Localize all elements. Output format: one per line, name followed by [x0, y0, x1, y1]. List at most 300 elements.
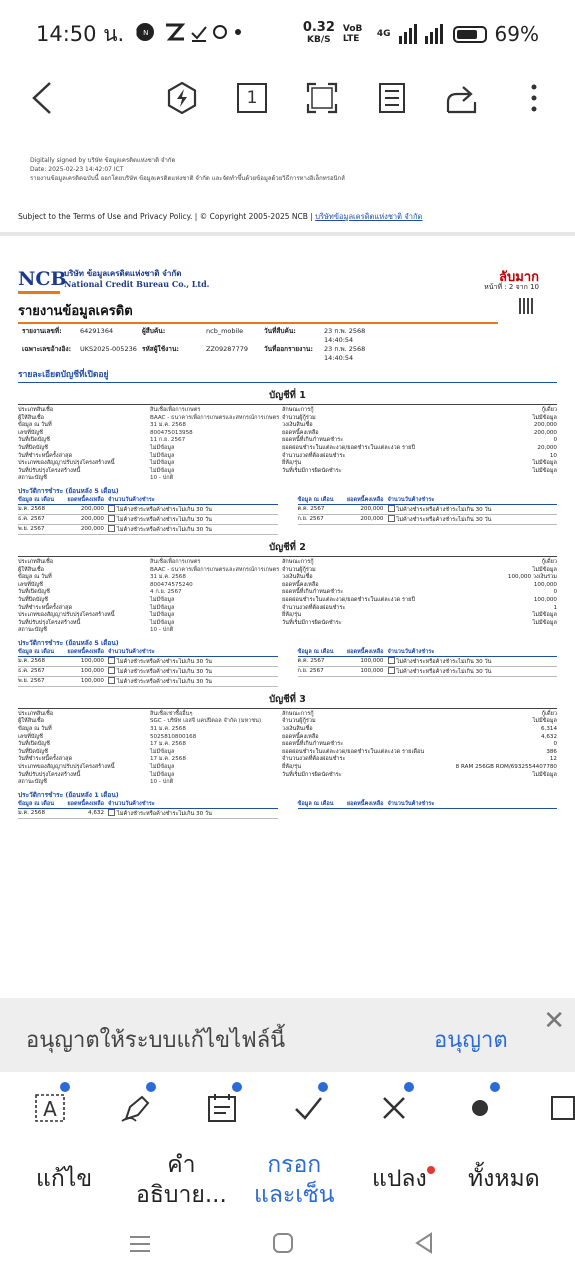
- field-label: วันที่ชำระหนี้ครั้งล่าสุด: [18, 452, 73, 459]
- history-row: [18, 515, 278, 525]
- cross-icon: [379, 1093, 409, 1123]
- history-title: ประวัติการชำระ (ย้อนหลัง 5 เดือน): [18, 638, 119, 647]
- field-value: 100,000: [533, 596, 557, 603]
- meta-label: วันที่สืบค้น:: [264, 327, 296, 335]
- ncb-logo: NCB: [18, 268, 67, 290]
- history-header-cell: จำนวนวันค้างชำระ: [387, 800, 435, 807]
- field-label: วันที่เปิดบัญชี: [18, 741, 50, 748]
- history-cell: ไม่ค้างชำระหรือค้างชำระไม่เกิน 30 วัน: [388, 657, 558, 666]
- history-header-cell: ยอดหนี้คงเหลือ: [346, 496, 384, 503]
- share-icon: [445, 82, 479, 114]
- tab-comment-line2: อธิบาย...: [136, 1182, 227, 1208]
- field-label: ยอดหนี้ที่เกินกำหนดชำระ: [282, 589, 344, 596]
- history-cell: ไม่ค้างชำระหรือค้างชำระไม่เกิน 30 วัน: [388, 515, 558, 524]
- meta-label: รายงานเลขที่:: [22, 327, 62, 335]
- field-label: ผู้ให้สินเชื่อ: [18, 566, 45, 573]
- history-cell: ไม่ค้างชำระหรือค้างชำระไม่เกิน 30 วัน: [108, 505, 278, 514]
- field-label: ลักษณะการกู้: [282, 558, 314, 565]
- home-icon[interactable]: [272, 1232, 294, 1254]
- ai-badge-icon: [488, 1080, 502, 1094]
- field-label: วันที่ปิดบัญชี: [18, 596, 48, 603]
- history-header-cell: ยอดหนี้คงเหลือ: [67, 496, 104, 503]
- annotation-tools: [0, 1072, 575, 1144]
- field-value: ไม่มีข้อมูล: [532, 460, 557, 467]
- form-tool-button[interactable]: [202, 1088, 242, 1128]
- field-value: 31 ม.ค. 2568: [150, 574, 186, 581]
- history-cell: ไม่ค้างชำระหรือค้างชำระไม่เกิน 30 วัน: [388, 505, 558, 514]
- tab-fill-line2: และเซ็น: [254, 1182, 335, 1208]
- history-row: [18, 505, 278, 515]
- history-header-cell: ข้อมูล ณ เดือน: [18, 648, 55, 655]
- history-row: [18, 677, 278, 687]
- history-cell: 4,632: [87, 809, 104, 816]
- field-label: ยอดผ่อนชำระในแต่ละงวด/ยอดชำระในแต่ละงวด รายปี: [282, 444, 415, 451]
- meta-label: เฉพาะเลขอ้างอิง:: [22, 345, 72, 353]
- field-label: ข้อมูล ณ วันที่: [18, 574, 52, 581]
- field-label: สถานะบัญชี: [18, 779, 47, 786]
- field-label: เลขที่บัญชี: [18, 429, 43, 436]
- fullscreen-button[interactable]: [302, 78, 342, 118]
- field-label: ข้อมูล ณ วันที่: [18, 422, 52, 429]
- history-cell: ธ.ค. 2567: [18, 667, 45, 674]
- pen-tool-button[interactable]: [116, 1088, 156, 1128]
- report-title: รายงานข้อมูลเครดิต: [18, 304, 133, 319]
- field-label: จำนวนงวดที่ต้องผ่อนชำระ: [282, 756, 346, 763]
- field-value: BAAC - ธนาคารเพื่อการเกษตรและสหกรณ์การเกษตร: [150, 414, 280, 421]
- history-header-cell: จำนวนวันค้างชำระ: [108, 800, 155, 807]
- field-value: 800475013958: [150, 429, 193, 436]
- field-label: ยอดหนี้คงเหลือ: [282, 581, 319, 588]
- field-value: ไม่มีข้อมูล: [150, 596, 175, 603]
- field-value: 31 ม.ค. 2568: [150, 726, 186, 733]
- company-name-th: บริษัท ข้อมูลเครดิตแห่งชาติ จำกัด: [64, 268, 182, 278]
- history-cell: ม.ค. 2568: [18, 657, 45, 664]
- svg-text:LINE: LINE: [125, 28, 166, 37]
- ai-tools-button[interactable]: [162, 78, 202, 118]
- field-value: [432, 779, 557, 787]
- text-tool-button[interactable]: [30, 1088, 70, 1128]
- field-value: 4,632: [540, 733, 557, 740]
- payment-history: [18, 648, 557, 687]
- meta-value: UKS2025-005236: [80, 345, 137, 353]
- speed-value: 0.32: [302, 20, 335, 35]
- history-row: [298, 657, 558, 667]
- field-value: 10 - ปกติ: [150, 475, 174, 482]
- history-row: [298, 667, 558, 677]
- tab-convert-label: แปลง: [372, 1166, 427, 1192]
- confidential-label: ลับมาก: [499, 270, 539, 285]
- history-cell: 200,000: [80, 505, 104, 512]
- viewer-toolbar: [0, 68, 575, 126]
- field-label: ยี่ห้อ/รุ่น: [282, 764, 302, 771]
- history-header-row: [298, 648, 558, 657]
- field-label: ยอดหนี้คงเหลือ: [282, 733, 319, 740]
- field-value: ไม่มีข้อมูล: [150, 612, 175, 619]
- text-box-icon: [34, 1093, 66, 1123]
- field-label: วันที่เปิดบัญชี: [18, 589, 50, 596]
- field-label: จำนวนผู้กู้ร่วม: [282, 566, 316, 573]
- history-cell: ก.ย. 2567: [297, 515, 324, 522]
- tab-fill-line1: กรอก: [267, 1152, 322, 1178]
- field-value: 17 ม.ค. 2568: [150, 756, 186, 763]
- field-value: ไม่มีข้อมูล: [532, 612, 557, 619]
- field-value: 12: [549, 756, 557, 763]
- signature-note: รายงานข้อมูลเครดิตฉบับนี้ ออกโดยบริษัท ข้อมูลเครดิตแห่งชาติ จำกัด และจัดทำขึ้นด้วยข้อมูลด้วยวิธีการทางอิเล็กทรอนิกส์: [30, 175, 345, 182]
- terms-text: Subject to the Terms of Use and Privacy Policy. | © Copyright 2005-2025 NCB |: [18, 212, 313, 221]
- account-details: [18, 559, 557, 635]
- qr-code-icon: [519, 298, 535, 314]
- ai-badge-icon: [402, 1080, 416, 1094]
- field-value: สินเชื่อเช่าซื้ออื่นๆ: [150, 710, 193, 717]
- field-label: ประเภทของสัญญาปรับปรุงโครงสร้างหนี้: [18, 460, 115, 467]
- history-column: [298, 496, 558, 535]
- history-cell: ก.ย. 2567: [297, 667, 324, 674]
- signature-date: Date: 2025-02-23 14:42:07 ICT: [30, 166, 124, 173]
- document-icon: [377, 82, 407, 114]
- field-value: 10 - ปกติ: [150, 779, 174, 786]
- report-meta: [18, 327, 557, 363]
- pen-icon: [120, 1093, 152, 1123]
- history-header-row: [298, 496, 558, 505]
- field-label: [282, 475, 432, 483]
- field-value: ไม่มีข้อมูล: [532, 718, 557, 725]
- history-row: [18, 525, 278, 535]
- speed-unit: KB/S: [307, 35, 331, 45]
- battery-percent: 69%: [494, 22, 539, 46]
- field-label: ประเภทสินเชื่อ: [18, 407, 54, 413]
- network-speed: [303, 22, 335, 46]
- field-value: ไม่มีข้อมูล: [150, 444, 175, 451]
- field-label: ลักษณะการกู้: [282, 710, 314, 717]
- field-label: ข้อมูล ณ วันที่: [18, 726, 52, 733]
- history-cell: 200,000: [80, 515, 104, 522]
- ai-badge-icon: [230, 1080, 244, 1094]
- history-cell: ม.ค. 2568: [18, 505, 45, 512]
- ai-badge-icon: [58, 1080, 72, 1094]
- field-label: ยี่ห้อ/รุ่น: [282, 460, 302, 467]
- field-label: วันที่ชำระหนี้ครั้งล่าสุด: [18, 604, 73, 611]
- history-column: [18, 648, 278, 687]
- field-label: วงเงินสินเชื่อ: [282, 726, 313, 733]
- tab-comment-line1: คำ: [167, 1152, 196, 1178]
- tab-edit[interactable]: แก้ไข: [36, 1166, 93, 1192]
- history-title: ประวัติการชำระ (ย้อนหลัง 5 เดือน): [18, 486, 119, 495]
- history-header-cell: ข้อมูล ณ เดือน: [297, 496, 334, 503]
- history-header-cell: จำนวนวันค้างชำระ: [108, 648, 155, 655]
- mode-tabs: [0, 1144, 575, 1216]
- history-cell: ไม่ค้างชำระหรือค้างชำระไม่เกิน 30 วัน: [108, 525, 278, 534]
- system-nav-bar: [0, 1216, 575, 1280]
- history-cell: ม.ค. 2568: [18, 809, 45, 816]
- field-value: ไม่มีข้อมูล: [150, 460, 175, 467]
- edit-permission-banner: [0, 998, 575, 1072]
- history-header-row: [298, 800, 558, 809]
- report-header: [18, 266, 557, 296]
- close-icon[interactable]: ✕: [543, 1006, 565, 1036]
- field-value: 10 - ปกติ: [150, 627, 174, 634]
- field-label: จำนวนผู้กู้ร่วม: [282, 414, 316, 421]
- field-label: ผู้ให้สินเชื่อ: [18, 414, 45, 421]
- field-label: จำนวนงวดที่ต้องผ่อนชำระ: [282, 452, 346, 459]
- field-value: ไม่มีข้อมูล: [150, 771, 175, 778]
- field-label: [282, 779, 432, 787]
- field-value: ไม่มีข้อมูล: [150, 764, 175, 771]
- field-value: 8 RAM 256GB ROM/6932554407780: [455, 764, 557, 771]
- tab-comment[interactable]: [136, 1150, 227, 1210]
- field-value: สินเชื่อเพื่อการเกษตร: [150, 407, 201, 413]
- field-label: ยอดผ่อนชำระในแต่ละงวด/ยอดชำระในแต่ละงวด รายเดือน: [282, 748, 425, 755]
- terms-link[interactable]: บริษัทข้อมูลเครดิตแห่งชาติ จำกัด: [315, 212, 423, 221]
- field-value: 200,000: [533, 429, 557, 436]
- pdf-page-1: [0, 136, 575, 232]
- field-label: วันที่เริ่มมีการผิดนัดชำระ: [282, 619, 342, 626]
- meta-label: รหัสผู้ใช้งาน:: [142, 345, 180, 353]
- history-header-cell: ยอดหนี้คงเหลือ: [346, 800, 384, 807]
- field-value: 11 ก.ย. 2567: [150, 437, 186, 444]
- payment-history: [18, 496, 557, 535]
- history-cell: ต.ค. 2567: [297, 657, 325, 664]
- field-label: ยอดหนี้ที่เกินกำหนดชำระ: [282, 437, 344, 444]
- meta-label: ผู้สืบค้น:: [142, 327, 166, 335]
- network-type: 4G: [376, 29, 391, 39]
- history-row: [18, 657, 278, 667]
- allow-button[interactable]: อนุญาต: [434, 1028, 508, 1053]
- meta-value: 23 ก.พ. 2568 14:40:54: [324, 327, 366, 344]
- field-value: ไม่มีข้อมูล: [532, 619, 557, 626]
- history-header-cell: ยอดหนี้คงเหลือ: [67, 800, 104, 807]
- field-value: 0: [553, 589, 557, 596]
- field-value: 100,000 วงเงินร่วม: [507, 574, 557, 581]
- field-value: สินเชื่อเพื่อการเกษตร: [150, 558, 201, 565]
- field-value: กู้เดี่ยว: [541, 407, 557, 413]
- notification-dot: [427, 1166, 435, 1174]
- field-label: วันที่เปิดบัญชี: [18, 437, 50, 444]
- history-cell: ต.ค. 2567: [297, 505, 325, 512]
- history-header-row: [18, 496, 278, 505]
- meta-value: 23 ก.พ. 2568 14:40:54: [324, 345, 366, 362]
- status-time: 14:50 น.: [36, 21, 125, 46]
- field-value: 0: [553, 741, 557, 748]
- field-value: 0: [553, 437, 557, 444]
- meta-value: ncb_mobile: [206, 327, 244, 335]
- field-value: ไม่มีข้อมูล: [532, 566, 557, 573]
- history-column: [298, 800, 558, 819]
- dot-icon: [468, 1096, 492, 1120]
- field-value: 386: [546, 748, 557, 755]
- document-viewport[interactable]: [0, 136, 575, 998]
- field-label: วันที่ปรับปรุงโครงสร้างหนี้: [18, 467, 81, 474]
- title-divider: [18, 322, 498, 324]
- signature-line: Digitally signed by บริษัท ข้อมูลเครดิตแห่งชาติ จำกัด: [30, 157, 176, 164]
- field-value: ไม่มีข้อมูล: [532, 771, 557, 778]
- history-header-cell: ข้อมูล ณ เดือน: [297, 648, 334, 655]
- field-value: 31 ม.ค. 2568: [150, 422, 186, 429]
- account-heading: บัญชีที่ 2: [18, 540, 557, 557]
- field-label: เลขที่บัญชี: [18, 581, 43, 588]
- permission-message: อนุญาตให้ระบบแก้ไขไฟล์นี้: [26, 1028, 286, 1053]
- history-header-cell: จำนวนวันค้างชำระ: [387, 648, 435, 655]
- field-label: วันที่ปิดบัญชี: [18, 444, 48, 451]
- battery-icon: [453, 26, 487, 43]
- history-header-cell: ยอดหนี้คงเหลือ: [346, 648, 384, 655]
- field-value: ไม่มีข้อมูล: [150, 748, 175, 755]
- field-label: วงเงินสินเชื่อ: [282, 422, 313, 429]
- history-cell: 200,000: [360, 505, 384, 512]
- history-cell: ไม่ค้างชำระหรือค้างชำระไม่เกิน 30 วัน: [108, 657, 278, 666]
- history-title: ประวัติการชำระ (ย้อนหลัง 1 เดือน): [18, 790, 119, 799]
- kebab-menu-icon: [529, 82, 539, 114]
- history-header-row: [18, 800, 278, 809]
- field-value: กู้เดี่ยว: [541, 558, 557, 565]
- more-options-button[interactable]: [514, 78, 554, 118]
- ai-badge-icon: [316, 1080, 330, 1094]
- history-header-cell: จำนวนวันค้างชำระ: [387, 496, 435, 503]
- field-label: วันที่ปิดบัญชี: [18, 748, 48, 755]
- rectangle-icon: [544, 1093, 574, 1123]
- history-header-cell: ยอดหนี้คงเหลือ: [67, 648, 104, 655]
- field-value: 800474575240: [150, 581, 193, 588]
- field-value: ไม่มีข้อมูล: [150, 452, 175, 459]
- field-value: 10: [549, 452, 557, 459]
- account-details: [18, 711, 557, 787]
- payment-history: [18, 800, 557, 819]
- recent-apps-icon[interactable]: [128, 1234, 152, 1254]
- app-notification-icons: [125, 21, 244, 43]
- history-cell: พ.ย. 2567: [18, 525, 45, 532]
- history-cell: 100,000: [80, 677, 104, 684]
- field-value: 20,000: [537, 444, 557, 451]
- history-cell: ไม่ค้างชำระหรือค้างชำระไม่เกิน 30 วัน: [388, 667, 558, 676]
- dot-tool-button[interactable]: [460, 1088, 500, 1128]
- field-label: [282, 627, 432, 635]
- meta-value: 64291364: [80, 327, 114, 335]
- history-row: [298, 505, 558, 515]
- history-cell: ไม่ค้างชำระหรือค้างชำระไม่เกิน 30 วัน: [108, 677, 278, 686]
- field-label: วันที่เริ่มมีการผิดนัดชำระ: [282, 771, 342, 778]
- field-value: BAAC - ธนาคารเพื่อการเกษตรและสหกรณ์การเกษตร: [150, 566, 280, 573]
- field-label: เลขที่บัญชี: [18, 733, 43, 740]
- field-value: ไม่มีข้อมูล: [150, 604, 175, 611]
- history-cell: 100,000: [80, 667, 104, 674]
- meta-label: วันที่ออกรายงาน:: [264, 345, 313, 353]
- meta-value: ZZ09287779: [206, 345, 248, 353]
- checkmark-icon: [292, 1093, 324, 1123]
- field-value: [432, 627, 557, 635]
- history-cell: 100,000: [360, 667, 384, 674]
- fullscreen-icon: [306, 82, 338, 114]
- cross-tool-button[interactable]: [374, 1088, 414, 1128]
- field-label: ยอดผ่อนชำระในแต่ละงวด/ยอดชำระในแต่ละงวด รายปี: [282, 596, 415, 603]
- field-label: วันที่เริ่มมีการผิดนัดชำระ: [282, 467, 342, 474]
- page-indicator: 1: [246, 88, 258, 108]
- account-heading: บัญชีที่ 1: [18, 388, 557, 405]
- field-value: 1: [553, 604, 557, 611]
- field-value: กู้เดี่ยว: [541, 710, 557, 717]
- history-cell: 200,000: [360, 515, 384, 522]
- history-header-cell: ข้อมูล ณ เดือน: [18, 800, 55, 807]
- history-cell: พ.ย. 2567: [18, 677, 45, 684]
- field-label: สถานะบัญชี: [18, 627, 47, 634]
- check-tool-button[interactable]: [288, 1088, 328, 1128]
- page-view-button[interactable]: [372, 78, 412, 118]
- history-column: [18, 800, 278, 819]
- accounts-container: [18, 388, 557, 819]
- signal-icon: [399, 24, 445, 44]
- field-value: ไม่มีข้อมูล: [532, 414, 557, 421]
- field-label: ผู้ให้สินเชื่อ: [18, 718, 45, 725]
- history-cell: ไม่ค้างชำระหรือค้างชำระไม่เกิน 30 วัน: [108, 515, 278, 524]
- field-value: 17 ม.ค. 2568: [150, 741, 186, 748]
- notification-icons: [125, 21, 244, 48]
- field-value: 6,314: [540, 726, 557, 733]
- field-label: วันที่ปรับปรุงโครงสร้างหนี้: [18, 771, 81, 778]
- field-value: SGC - บริษัท เอสจี แคปปิตอล จำกัด (มหาชน): [150, 718, 262, 725]
- company-name-en: National Credit Bureau Co., Ltd.: [64, 279, 210, 289]
- field-value: 200,000: [533, 422, 557, 429]
- field-label: วันที่ปรับปรุงโครงสร้างหนี้: [18, 619, 81, 626]
- status-bar: [0, 0, 575, 68]
- history-row: [18, 667, 278, 677]
- field-value: 4 ก.ย. 2567: [150, 589, 182, 596]
- field-label: วงเงินสินเชื่อ: [282, 574, 313, 581]
- history-column: [298, 648, 558, 687]
- field-label: จำนวนงวดที่ต้องผ่อนชำระ: [282, 604, 346, 611]
- terms-footer: [18, 212, 422, 221]
- field-label: ประเภทของสัญญาปรับปรุงโครงสร้างหนี้: [18, 612, 115, 619]
- field-value: ไม่มีข้อมูล: [532, 467, 557, 474]
- tab-fill-sign[interactable]: [254, 1150, 334, 1210]
- field-value: ไม่มีข้อมูล: [150, 619, 175, 626]
- field-label: ประเภทสินเชื่อ: [18, 558, 54, 565]
- tab-all[interactable]: ทั้งหมด: [468, 1166, 540, 1192]
- history-cell: 200,000: [80, 525, 104, 532]
- back-nav-icon[interactable]: [414, 1232, 434, 1254]
- lightning-hexagon-icon: [165, 81, 199, 115]
- field-value: 100,000: [533, 581, 557, 588]
- field-value: [432, 475, 557, 483]
- tab-convert[interactable]: [372, 1164, 427, 1194]
- field-label: ยอดหนี้ที่เกินกำหนดชำระ: [282, 741, 344, 748]
- back-arrow-icon: [30, 81, 54, 115]
- field-label: วันที่ชำระหนี้ครั้งล่าสุด: [18, 756, 73, 763]
- field-label: ลักษณะการกู้: [282, 407, 314, 413]
- history-header-cell: ข้อมูล ณ เดือน: [18, 496, 55, 503]
- company-name: [64, 268, 209, 290]
- field-label: ยี่ห้อ/รุ่น: [282, 612, 302, 619]
- field-label: ประเภทสินเชื่อ: [18, 710, 54, 717]
- svg-text:A: A: [43, 1097, 57, 1121]
- page-indicator-button[interactable]: [232, 78, 272, 118]
- back-button[interactable]: [22, 78, 62, 118]
- page-number: หน้าที่ : 2 จาก 10: [484, 283, 539, 291]
- field-label: จำนวนผู้กู้ร่วม: [282, 718, 316, 725]
- history-header-cell: ข้อมูล ณ เดือน: [297, 800, 334, 807]
- history-header-cell: จำนวนวันค้างชำระ: [108, 496, 155, 503]
- shape-tool-button[interactable]: [544, 1088, 575, 1128]
- share-button[interactable]: [442, 78, 482, 118]
- account-heading: บัญชีที่ 3: [18, 692, 557, 709]
- field-label: ประเภทของสัญญาปรับปรุงโครงสร้างหนี้: [18, 764, 115, 771]
- history-cell: ไม่ค้างชำระหรือค้างชำระไม่เกิน 30 วัน: [108, 809, 278, 818]
- field-label: ยอดหนี้คงเหลือ: [282, 429, 319, 436]
- status-right: [303, 22, 539, 46]
- history-cell: 100,000: [360, 657, 384, 664]
- history-column: [18, 496, 278, 535]
- field-value: 5025810800168: [150, 733, 197, 740]
- section-title: รายละเอียดบัญชีที่เปิดอยู่: [18, 367, 557, 383]
- ai-badge-icon: [144, 1080, 158, 1094]
- history-cell: 100,000: [80, 657, 104, 664]
